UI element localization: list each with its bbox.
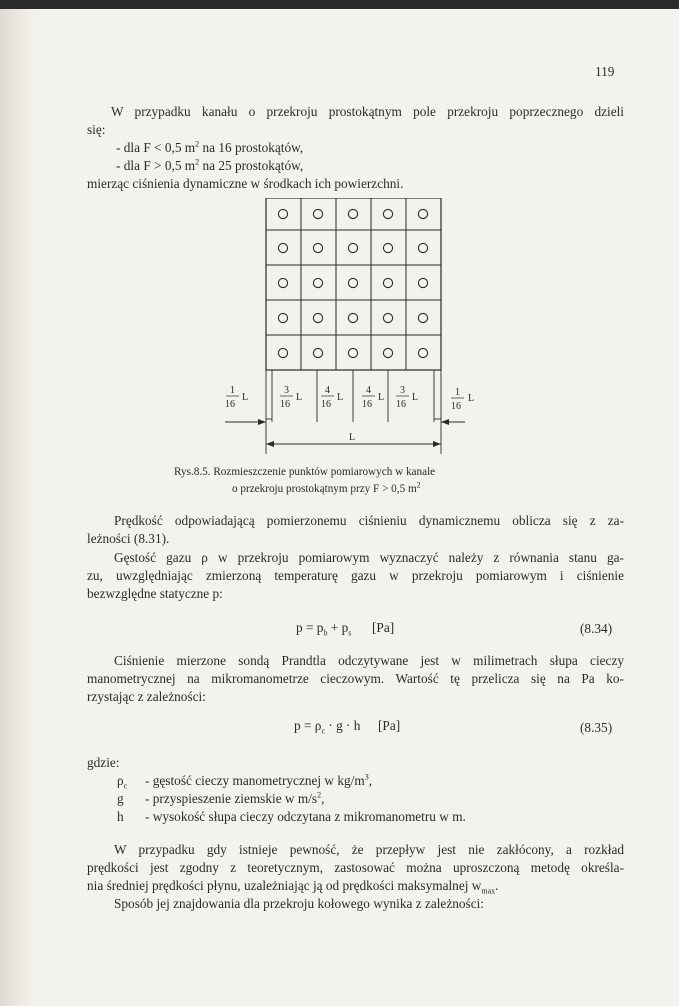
measurement-point [418,313,427,322]
measurement-point [278,209,287,218]
svg-text:3: 3 [284,385,289,396]
fraction-label-4-16-b [362,385,384,410]
intro-line-3: mierząc ciśnienia dynamiczne w środkach ich powierzchni. [87,176,404,191]
gdzie-label: gdzie: [87,755,120,770]
fraction-label-left [225,385,248,410]
eq1-number: (8.34) [580,621,613,636]
eq1-unit: [Pa] [372,620,395,635]
total-width-label: L [349,432,356,443]
svg-text:16: 16 [280,399,290,410]
intro-line-2: się: [87,122,106,137]
measurement-point [383,278,392,287]
fraction-label-right [451,387,464,412]
intro-bullet-1: - dla F < 0,5 $m^2$ na 16 prostokątów, [116,139,304,155]
measurement-point [278,313,287,322]
measurement-point [418,243,427,252]
svg-text:L: L [412,392,419,403]
svg-text:L: L [378,392,385,403]
svg-text:1: 1 [455,387,460,398]
para2-line-1: Gęstość gazu ρ w przekroju pomiarowym wyznaczyć należy z równania stanu ga- [114,550,624,565]
measurement-point [313,243,322,252]
para3-line-3: rzystając z zależności: [87,689,206,704]
svg-text:16: 16 [225,399,235,410]
fraction-label-3-16-a [280,385,302,410]
measurement-point [348,243,357,252]
para1-line-2: leżności (8.31). [87,531,170,546]
grid-lines [266,198,441,370]
caption-line-1: Rys.8.5. Rozmieszczenie punktów pomiarowych w kanale [174,466,436,478]
caption-line-2: o przekroju prostokątnym przy F > 0,5 $m^2$ [232,480,421,495]
svg-text:16: 16 [321,399,331,410]
bottom-dimension-lines [225,370,465,454]
para2-line-2: zu, uwzględniając zmierzoną temperaturę gazu w przekroju pomiarowym i ciśnienie [87,568,624,583]
para4-line-3: nia średniej prędkości płynu, uzależniając ją od prędkości maksymalnej $w_{max}$. [87,878,499,896]
para4-line-4: Sposób jej znajdowania dla przekroju kołowego wynika z zależności: [114,896,484,911]
eq2-number: (8.35) [580,720,613,735]
svg-text:16: 16 [451,401,461,412]
measurement-point [418,209,427,218]
fraction-label-3-16-b [396,385,418,410]
para2-line-3: bezwzględne statyczne p: [87,586,223,601]
svg-text:4: 4 [366,385,371,396]
measurement-point [383,243,392,252]
eq2-unit: [Pa] [378,718,401,733]
intro-line-1: W przypadku kanału o przekroju prostokątnym pole przekroju poprzecznego dzieli [111,104,624,119]
measurement-point [278,278,287,287]
measurement-point [348,209,357,218]
measurement-point [348,278,357,287]
measurement-point [418,278,427,287]
svg-text:L: L [242,392,249,403]
eq1-formula: $p = p_b + p_s$ [296,620,352,638]
fraction-label-right-L: L [468,393,475,404]
definition-row: $\rho_c$ - gęstość cieczy manometrycznej w $kg/m^3$, [117,772,373,791]
measurement-grid-figure [225,198,465,460]
eq2-formula: $p = \rho_c \cdot g \cdot h$ [294,718,361,736]
para3-line-2: manometrycznej na mikromanometrze cieczowym. Wartość tę przelicza się na Pa ko- [87,671,624,686]
measurement-point [278,243,287,252]
measurement-point [383,313,392,322]
para1-line-1: Prędkość odpowiadającą pomierzonemu ciśnieniu dynamicznemu oblicza się z za- [114,513,624,528]
grid-border [266,198,441,370]
fraction-label-4-16-a [321,385,343,410]
definition-symbol: g [117,791,124,806]
definition-row: g - przyspieszenie ziemskie w $m/s^2$, [117,790,325,806]
measurement-point [383,348,392,357]
intro-bullet-2: - dla F > 0,5 $m^2$ na 25 prostokątów, [116,157,304,173]
definition-row: h - wysokość słupa cieczy odczytana z mikromanometru w m. [117,809,466,824]
page-number: 119 [595,64,615,79]
svg-text:16: 16 [362,399,372,410]
measurement-point [313,209,322,218]
scan-binding-shadow [0,9,36,1006]
para4-line-2: prędkości jest zgodny z teoretycznym, zastosować można uproszczoną metodę określa- [87,860,624,875]
measurement-point [313,348,322,357]
para3-line-1: Ciśnienie mierzone sondą Prandtla odczytywane jest w milimetrach słupa cieczy [114,653,624,668]
svg-text:1: 1 [230,385,235,396]
scan-top-edge [0,0,679,9]
measurement-point [313,278,322,287]
svg-text:16: 16 [396,399,406,410]
svg-text:4: 4 [325,385,330,396]
measurement-point [418,348,427,357]
svg-text:3: 3 [400,385,405,396]
measurement-point [313,313,322,322]
measurement-point [278,348,287,357]
measurement-point [348,313,357,322]
definition-symbol: h [117,809,124,824]
measurement-point [348,348,357,357]
svg-text:L: L [337,392,344,403]
svg-text:L: L [296,392,303,403]
definition-symbol: $\rho_c$ [117,773,128,791]
para4-line-1: W przypadku gdy istnieje pewność, że przepływ jest nie zakłócony, a rozkład [114,842,624,857]
measurement-point [383,209,392,218]
